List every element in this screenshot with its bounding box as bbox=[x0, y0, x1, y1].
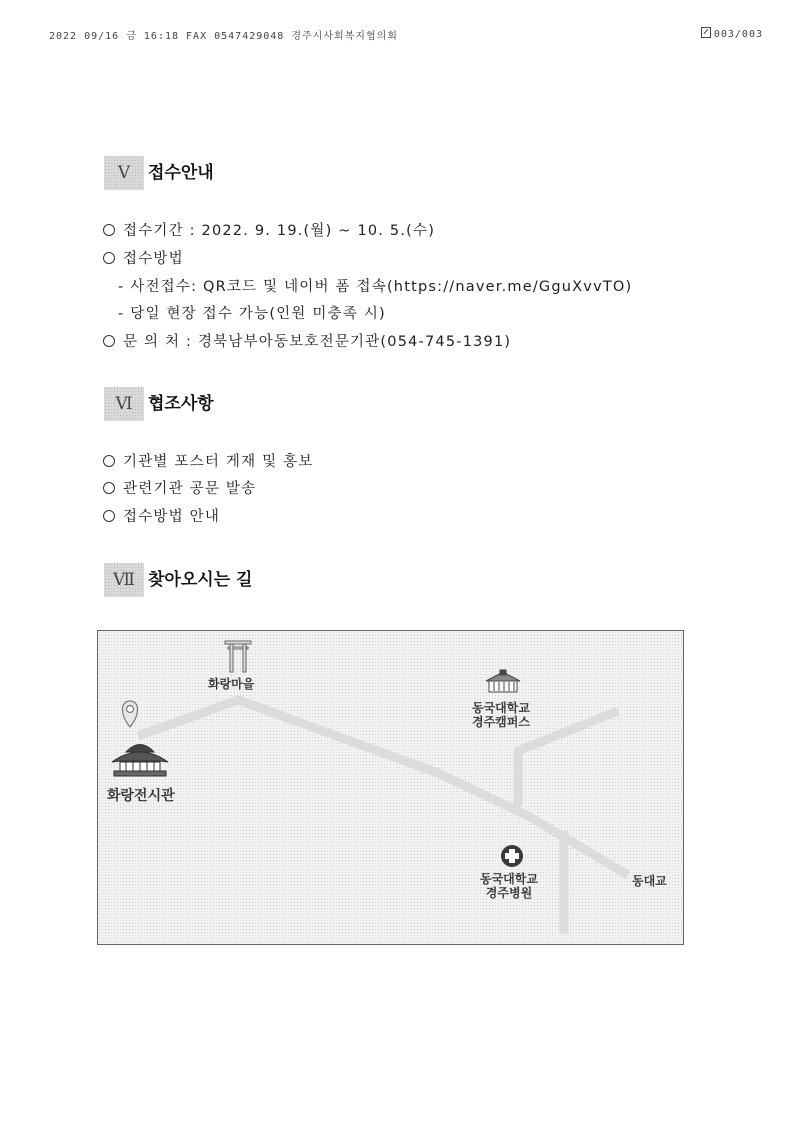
circle-bullet-icon bbox=[103, 252, 115, 264]
campus-road bbox=[518, 711, 618, 806]
pavilion-icon bbox=[112, 745, 168, 777]
circle-bullet-icon bbox=[103, 482, 115, 494]
hospital-label-line1: 동국대학교 bbox=[480, 872, 538, 886]
hwarang-village-label: 화랑마을 bbox=[208, 677, 255, 691]
section-5-numeral: V bbox=[104, 156, 144, 190]
section-5-title: 접수안내 bbox=[148, 163, 214, 183]
section-7-numeral: Ⅶ bbox=[104, 563, 144, 597]
fax-transmission-info: 2022 09/16 금 16:18 FAX 0547429048 경주시사회복지협의회 bbox=[49, 31, 398, 42]
university-building-icon bbox=[486, 670, 520, 692]
fax-header bbox=[49, 27, 763, 43]
campus-label bbox=[472, 701, 530, 729]
hospital-label bbox=[480, 872, 538, 900]
circle-bullet-icon bbox=[103, 224, 115, 236]
campus-label-line1: 동국대학교 bbox=[472, 701, 530, 715]
hospital-label-line2: 경주병원 bbox=[485, 886, 533, 900]
section-6-numeral: Ⅵ bbox=[104, 387, 144, 421]
cooperation-item bbox=[103, 477, 256, 498]
circle-bullet-icon bbox=[103, 335, 115, 347]
onsite-registration-line: - 당일 현장 접수 가능(인원 미충족 시) bbox=[118, 306, 386, 322]
reception-period-line bbox=[103, 219, 435, 240]
cooperation-item-text: 관련기관 공문 발송 bbox=[123, 481, 257, 497]
page-icon bbox=[701, 27, 711, 38]
fax-page-number: 003/003 bbox=[713, 29, 763, 40]
section-6-title: 협조사항 bbox=[148, 394, 214, 414]
circle-bullet-icon bbox=[103, 455, 115, 467]
cooperation-item-text: 접수방법 안내 bbox=[123, 509, 221, 525]
exhibition-hall-label: 화랑전시관 bbox=[107, 788, 175, 804]
pre-registration-line: - 사전접수: QR코드 및 네이버 폼 접속(https://naver.me/GguXvvTO) bbox=[118, 279, 633, 295]
contact-text: 문 의 처 : 경북남부아동보호전문기관(054-745-1391) bbox=[123, 334, 512, 350]
location-pin-icon bbox=[123, 701, 138, 727]
hospital-cross-icon bbox=[501, 845, 523, 867]
cooperation-item bbox=[103, 505, 220, 526]
section-7-title: 찾아오시는 길 bbox=[148, 570, 253, 590]
contact-line bbox=[103, 330, 511, 351]
reception-method-text: 접수방법 bbox=[123, 251, 184, 267]
map-roads bbox=[98, 631, 683, 944]
fax-page-count bbox=[701, 27, 763, 40]
main-road bbox=[138, 700, 628, 875]
cooperation-item bbox=[103, 450, 314, 471]
reception-period-text: 접수기간 : 2022. 9. 19.(월) ~ 10. 5.(수) bbox=[123, 223, 436, 239]
campus-label-line2: 경주캠퍼스 bbox=[472, 715, 530, 729]
torii-gate-icon bbox=[225, 641, 251, 672]
directions-map bbox=[97, 630, 684, 945]
circle-bullet-icon bbox=[103, 510, 115, 522]
cooperation-item-text: 기관별 포스터 게재 및 홍보 bbox=[123, 454, 314, 470]
reception-method-line bbox=[103, 247, 184, 268]
bridge-label: 동대교 bbox=[632, 874, 667, 888]
